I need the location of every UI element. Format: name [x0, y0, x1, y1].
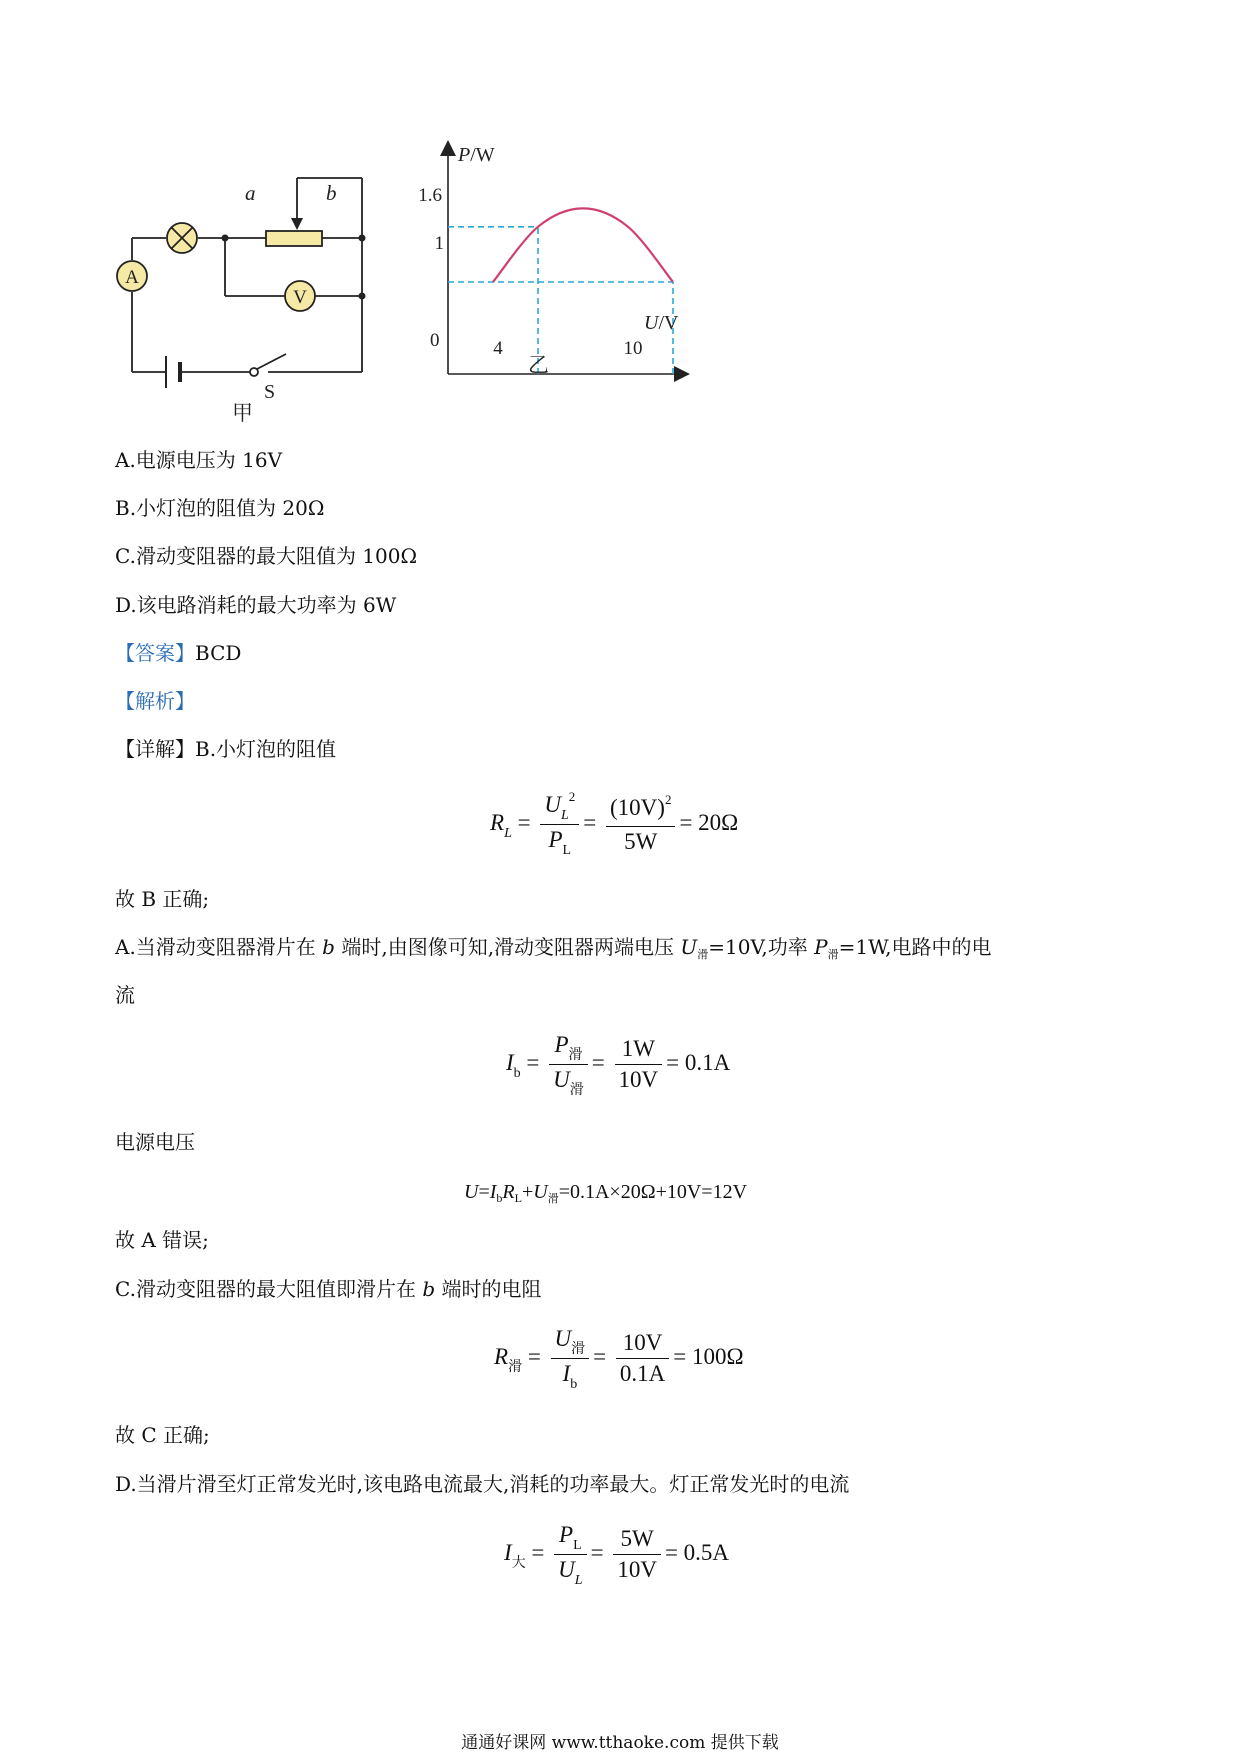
a-wrong-line: 故 A 错误;	[115, 1228, 209, 1252]
battery-icon	[166, 356, 180, 388]
detail-text: B.小灯泡的阻值	[195, 737, 337, 761]
option-d: D.该电路消耗的最大功率为 6W	[115, 593, 397, 617]
end-label-b: b	[326, 181, 337, 205]
y-axis-label: P/W	[458, 144, 495, 166]
power-voltage-graph	[400, 140, 790, 430]
origin-label: 0	[430, 330, 440, 351]
detail-line	[115, 735, 336, 763]
x-axis-label: U/V	[644, 312, 679, 334]
answer-tag: 【答案】	[115, 641, 195, 665]
rheostat-icon	[266, 231, 322, 246]
x-tick-10: 10	[623, 338, 643, 359]
x-tick-4: 4	[493, 338, 503, 359]
analysis-line	[115, 687, 195, 715]
b-correct-line: 故 B 正确;	[115, 887, 210, 911]
y-tick-1: 1	[434, 233, 444, 254]
equation-supply-voltage: $U=I_bR_L+U_滑=0.1A\times 20\Omega+10V=12V$	[464, 1181, 748, 1205]
a-analysis-line-2: 流	[115, 983, 135, 1007]
equation-max-resistance: $R_滑$ = $\frac{U_滑}{I_b}$ = $\frac{10V}{0.1A}$ = 100Ω	[494, 1326, 744, 1392]
ammeter-label: A	[125, 267, 139, 288]
answer-line	[115, 639, 241, 667]
c-analysis-line: C.滑动变阻器的最大阻值即滑片在 b 端时的电阻	[115, 1277, 542, 1301]
d-analysis-line: D.当滑片滑至灯正常发光时,该电路电流最大,消耗的功率最大。灯正常发光时的电流	[115, 1472, 850, 1496]
option-b: B.小灯泡的阻值为 20Ω	[115, 496, 325, 520]
equation-lamp-resistance: $R_L$ = $\frac{U_L^2}{P_L}$ = $\frac{(10V)^2}{5W}$ = 20Ω	[490, 789, 739, 858]
lamp-icon	[167, 223, 197, 253]
option-a: A.电源电压为 16V	[115, 448, 283, 472]
switch-label: S	[264, 381, 276, 403]
a-analysis-line-1: A.当滑动变阻器滑片在 b 端时,由图像可知,滑动变阻器两端电压 $U_滑=10V$,功率 $P_滑=1W$,电路中的电	[115, 935, 992, 961]
answer-text: BCD	[195, 641, 242, 665]
circuit-diagram	[100, 150, 390, 430]
graph-caption: 乙	[528, 353, 549, 377]
supply-voltage-line: 电源电压	[115, 1130, 195, 1154]
voltmeter-label: V	[293, 287, 307, 308]
power-curve	[493, 208, 673, 282]
analysis-tag: 【解析】	[115, 689, 195, 713]
slider-arrow-icon	[291, 218, 303, 230]
option-c: C.滑动变阻器的最大阻值为 100Ω	[115, 544, 418, 568]
equation-current-b: $I_b$ = $\frac{P_滑}{U_滑}$ = $\frac{1W}{10V}$ = 0.1A	[506, 1032, 731, 1098]
y-tick-1-6: 1.6	[418, 185, 442, 206]
page-footer: 通通好课网 www.tthaoke.com 提供下载	[461, 1733, 779, 1753]
equation-max-current: $I_大$ = $\frac{P_L}{U_L}$ = $\frac{5W}{10V}$ = 0.5A	[504, 1522, 730, 1588]
c-correct-line: 故 C 正确;	[115, 1423, 210, 1447]
detail-tag: 【详解】	[115, 737, 195, 761]
circuit-caption: 甲	[232, 401, 253, 425]
end-label-a: a	[245, 181, 256, 205]
